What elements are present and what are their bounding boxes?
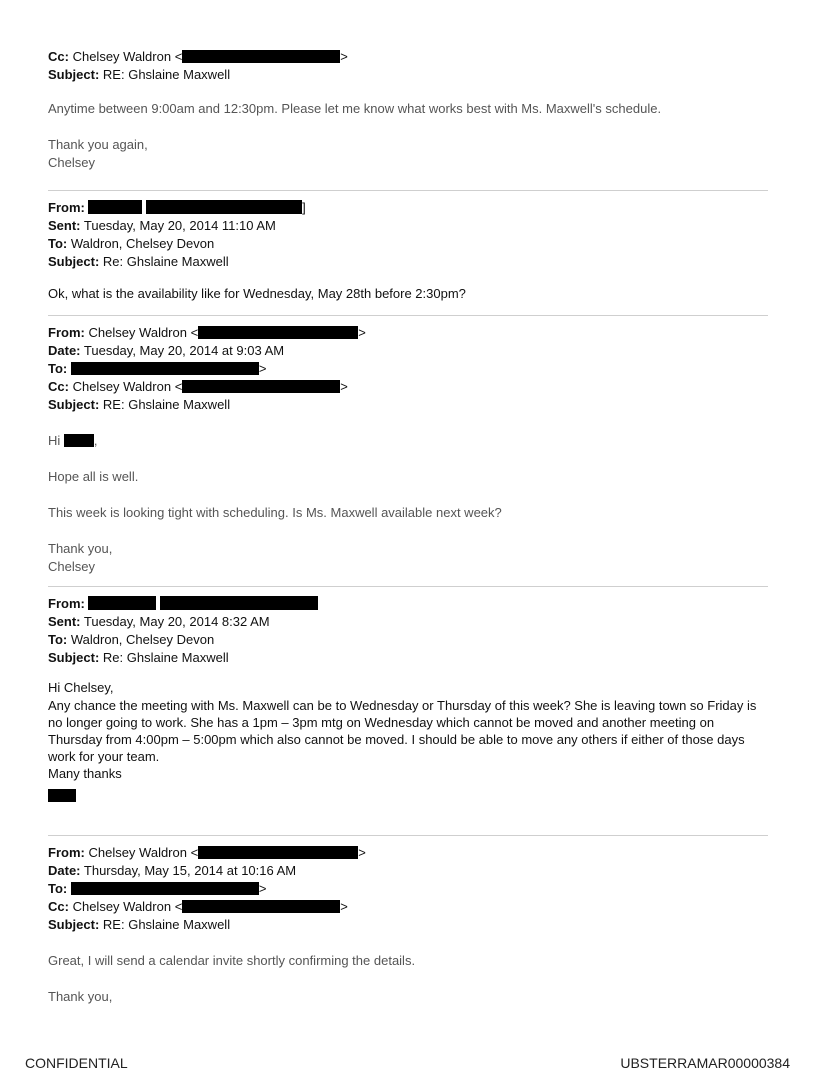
sent-value: Tuesday, May 20, 2014 8:32 AM xyxy=(83,614,270,629)
email5-from-line xyxy=(48,844,768,862)
email2-to-line xyxy=(48,235,768,253)
from-label: From: xyxy=(48,596,85,611)
email4-body: Any chance the meeting with Ms. Maxwell can be to Wednesday or Thursday of this week? She is leaving town so Friday is no longer going to work. She has a 1pm – 3pm mtg on Wednesday which cannot be moved and another meeting on Thursday from 4:00pm – 5:00pm which also cannot be moved. I should be able to move any others if either of those days work for your team. xyxy=(48,698,757,764)
email3-greeting xyxy=(48,432,768,450)
subject-value: Re: Ghslaine Maxwell xyxy=(102,254,229,269)
email5-body: Great, I will send a calendar invite shortly confirming the details. xyxy=(48,953,416,968)
cc-close: > xyxy=(340,379,348,394)
email1-subject-line xyxy=(48,66,768,84)
cc-name: Chelsey Waldron < xyxy=(72,49,183,64)
email4-closing: Many thanks xyxy=(48,766,122,781)
subject-label: Subject: xyxy=(48,67,100,82)
redaction-block xyxy=(146,200,302,214)
from-name: Chelsey Waldron < xyxy=(88,845,199,860)
greeting-tail: , xyxy=(93,433,98,448)
from-close: > xyxy=(358,845,366,860)
from-name: Chelsey Waldron < xyxy=(88,325,199,340)
sent-label: Sent: xyxy=(48,218,81,233)
email1-sign-2: Chelsey xyxy=(48,155,95,170)
to-close: > xyxy=(258,881,267,896)
cc-label: Cc: xyxy=(48,379,69,394)
redaction-block xyxy=(88,596,156,610)
email5-cc-line xyxy=(48,898,768,916)
subject-label: Subject: xyxy=(48,650,100,665)
date-value: Thursday, May 15, 2014 at 10:16 AM xyxy=(83,863,297,878)
email1-cc-line xyxy=(48,48,768,66)
email4-greeting: Hi Chelsey, xyxy=(48,680,114,695)
signature-redaction xyxy=(48,789,76,802)
subject-value: Re: Ghslaine Maxwell xyxy=(102,650,229,665)
cc-close: > xyxy=(340,49,348,64)
from-close: ] xyxy=(302,200,306,215)
to-label: To: xyxy=(48,632,68,647)
redaction-block xyxy=(160,596,318,610)
cc-label: Cc: xyxy=(48,899,69,914)
cc-name: Chelsey Waldron < xyxy=(72,899,183,914)
confidential-label: CONFIDENTIAL xyxy=(25,1055,128,1071)
subject-value: RE: Ghslaine Maxwell xyxy=(102,397,231,412)
redaction-block xyxy=(198,846,358,859)
subject-label: Subject: xyxy=(48,254,100,269)
to-label: To: xyxy=(48,361,68,376)
email4-to-line xyxy=(48,631,768,649)
redaction-block xyxy=(71,362,259,375)
redaction-block xyxy=(198,326,358,339)
email3-sign-1: Thank you, xyxy=(48,541,113,556)
from-label: From: xyxy=(48,200,85,215)
email3-from-line xyxy=(48,324,768,342)
email4-from-line xyxy=(48,595,768,613)
redaction-block xyxy=(182,900,340,913)
email4-sent-line xyxy=(48,613,768,631)
email5-to-line xyxy=(48,880,768,898)
cc-label: Cc: xyxy=(48,49,69,64)
redaction-block xyxy=(182,380,340,393)
bates-number: UBSTERRAMAR00000384 xyxy=(620,1055,790,1071)
to-close: > xyxy=(258,361,267,376)
subject-value: RE: Ghslaine Maxwell xyxy=(102,67,231,82)
from-close: > xyxy=(358,325,366,340)
email2-sent-line xyxy=(48,217,768,235)
email5-sign-1: Thank you, xyxy=(48,989,113,1004)
email2-body: Ok, what is the availability like for Wednesday, May 28th before 2:30pm? xyxy=(48,286,466,301)
sent-label: Sent: xyxy=(48,614,81,629)
email3-sign-2: Chelsey xyxy=(48,559,95,574)
email4-subject-line xyxy=(48,649,768,667)
email5-date-line xyxy=(48,862,768,880)
to-label: To: xyxy=(48,236,68,251)
cc-name: Chelsey Waldron < xyxy=(72,379,183,394)
greeting-text: Hi xyxy=(48,433,61,448)
email5-subject-line xyxy=(48,916,768,934)
email3-line-1: Hope all is well. xyxy=(48,469,139,484)
date-label: Date: xyxy=(48,863,81,878)
sent-value: Tuesday, May 20, 2014 11:10 AM xyxy=(83,218,276,233)
email2-subject-line xyxy=(48,253,768,271)
to-value: Waldron, Chelsey Devon xyxy=(70,236,215,251)
email3-to-line xyxy=(48,360,768,378)
redaction-block xyxy=(71,882,259,895)
redaction-block xyxy=(88,200,142,214)
redaction-block xyxy=(64,434,94,447)
redaction-block xyxy=(182,50,340,63)
email1-body: Anytime between 9:00am and 12:30pm. Please let me know what works best with Ms. Maxwell's schedule. xyxy=(48,101,662,116)
email2-from-line xyxy=(48,199,768,217)
email3-cc-line xyxy=(48,378,768,396)
date-label: Date: xyxy=(48,343,81,358)
subject-value: RE: Ghslaine Maxwell xyxy=(102,917,231,932)
subject-label: Subject: xyxy=(48,397,100,412)
subject-label: Subject: xyxy=(48,917,100,932)
from-label: From: xyxy=(48,325,85,340)
date-value: Tuesday, May 20, 2014 at 9:03 AM xyxy=(83,343,285,358)
email-document xyxy=(48,48,768,1006)
cc-close: > xyxy=(340,899,348,914)
email3-line-2: This week is looking tight with scheduling. Is Ms. Maxwell available next week? xyxy=(48,505,502,520)
email3-date-line xyxy=(48,342,768,360)
email1-sign-1: Thank you again, xyxy=(48,137,148,152)
to-value: Waldron, Chelsey Devon xyxy=(70,632,215,647)
to-label: To: xyxy=(48,881,68,896)
email3-subject-line xyxy=(48,396,768,414)
from-label: From: xyxy=(48,845,85,860)
